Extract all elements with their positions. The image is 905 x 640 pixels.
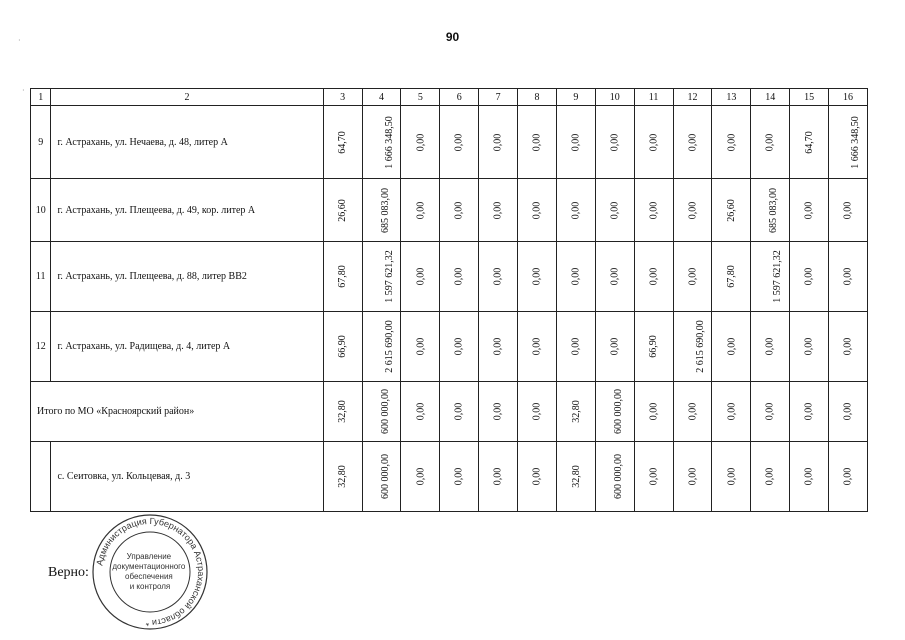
value-cell: 0,00	[595, 242, 634, 312]
value-cell: 1 597 621,32	[362, 242, 401, 312]
value-cell: 0,00	[712, 106, 751, 179]
value-cell: 67,80	[323, 242, 362, 312]
value-cell: 0,00	[440, 106, 479, 179]
value-cell: 1 666 348,50	[829, 106, 868, 179]
address-cell: г. Астрахань, ул. Радищева, д. 4, литер А	[51, 312, 323, 382]
value-cell: 0,00	[556, 242, 595, 312]
table-row	[31, 312, 868, 382]
value-cell: 0,00	[790, 442, 829, 512]
value-cell: 67,80	[712, 242, 751, 312]
value-cell: 32,80	[556, 442, 595, 512]
value-cell: 0,00	[479, 179, 518, 242]
address-cell: с. Сеитовка, ул. Кольцевая, д. 3	[51, 442, 323, 512]
value-cell: 0,00	[479, 382, 518, 442]
value-cell: 32,80	[323, 442, 362, 512]
svg-text:Администрация Губернатора Астр: Администрация Губернатора Астраханской области *	[94, 515, 207, 629]
verno-label: Верно:	[48, 565, 89, 580]
value-cell: 600 000,00	[595, 442, 634, 512]
table-row	[31, 179, 868, 242]
header-cell: 5	[401, 89, 440, 106]
value-cell: 64,70	[790, 106, 829, 179]
value-cell: 0,00	[479, 312, 518, 382]
value-cell: 0,00	[401, 179, 440, 242]
value-cell: 0,00	[479, 242, 518, 312]
header-cell: 8	[518, 89, 557, 106]
seal-stamp	[90, 512, 210, 632]
value-cell: 685 083,00	[751, 179, 790, 242]
value-cell: 0,00	[401, 442, 440, 512]
total-row	[31, 382, 868, 442]
page-number: 90	[445, 30, 460, 44]
header-cell: 1	[31, 89, 51, 106]
value-cell: 0,00	[829, 242, 868, 312]
value-cell: 0,00	[712, 312, 751, 382]
value-cell: 0,00	[518, 382, 557, 442]
total-label: Итого по МО «Красноярский район»	[31, 382, 324, 442]
value-cell: 0,00	[673, 179, 712, 242]
value-cell: 0,00	[829, 312, 868, 382]
value-cell: 26,60	[712, 179, 751, 242]
value-cell: 0,00	[518, 312, 557, 382]
value-cell: 0,00	[595, 312, 634, 382]
header-cell: 13	[712, 89, 751, 106]
header-row	[31, 89, 868, 106]
value-cell: 0,00	[634, 106, 673, 179]
value-cell: 0,00	[673, 242, 712, 312]
value-cell: 685 083,00	[362, 179, 401, 242]
value-cell: 0,00	[440, 242, 479, 312]
value-cell: 0,00	[595, 179, 634, 242]
value-cell: 0,00	[673, 442, 712, 512]
header-cell: 11	[634, 89, 673, 106]
value-cell: 32,80	[323, 382, 362, 442]
header-cell: 9	[556, 89, 595, 106]
value-cell: 0,00	[829, 179, 868, 242]
value-cell: 0,00	[440, 312, 479, 382]
value-cell: 0,00	[790, 312, 829, 382]
value-cell: 0,00	[673, 382, 712, 442]
value-cell: 64,70	[323, 106, 362, 179]
address-cell: г. Астрахань, ул. Плещеева, д. 49, кор. литер А	[51, 179, 323, 242]
value-cell: 0,00	[518, 106, 557, 179]
value-cell: 0,00	[401, 106, 440, 179]
svg-text:Управление документационно: Управление документационного обеспечения и контроля	[112, 552, 186, 591]
row-number: 10	[31, 179, 51, 242]
value-cell: 0,00	[751, 106, 790, 179]
header-cell: 7	[479, 89, 518, 106]
value-cell: 0,00	[595, 106, 634, 179]
value-cell: 0,00	[712, 442, 751, 512]
value-cell: 0,00	[401, 312, 440, 382]
header-cell: 6	[440, 89, 479, 106]
header-cell: 4	[362, 89, 401, 106]
value-cell: 600 000,00	[362, 442, 401, 512]
header-cell: 10	[595, 89, 634, 106]
value-cell: 0,00	[751, 382, 790, 442]
value-cell: 0,00	[790, 382, 829, 442]
value-cell: 0,00	[673, 106, 712, 179]
value-cell: 0,00	[829, 382, 868, 442]
header-cell: 14	[751, 89, 790, 106]
row-number: 12	[31, 312, 51, 382]
value-cell: 1 597 621,32	[751, 242, 790, 312]
value-cell: 0,00	[440, 382, 479, 442]
row-number: 11	[31, 242, 51, 312]
value-cell: 26,60	[323, 179, 362, 242]
value-cell: 0,00	[829, 442, 868, 512]
value-cell: 0,00	[556, 106, 595, 179]
value-cell: 600 000,00	[595, 382, 634, 442]
value-cell: 0,00	[518, 442, 557, 512]
value-cell: 0,00	[634, 382, 673, 442]
value-cell: 0,00	[401, 242, 440, 312]
table-row	[31, 442, 868, 512]
value-cell: 2 615 690,00	[362, 312, 401, 382]
value-cell: 0,00	[440, 179, 479, 242]
value-cell: 0,00	[634, 179, 673, 242]
value-cell: 66,90	[323, 312, 362, 382]
table-row	[31, 106, 868, 179]
data-table	[30, 88, 868, 512]
value-cell: 0,00	[556, 312, 595, 382]
value-cell: 0,00	[790, 242, 829, 312]
value-cell: 0,00	[401, 382, 440, 442]
value-cell: 1 666 348,50	[362, 106, 401, 179]
address-cell: г. Астрахань, ул. Нечаева, д. 48, литер А	[51, 106, 323, 179]
row-number: 9	[31, 106, 51, 179]
value-cell: 0,00	[479, 442, 518, 512]
value-cell: 0,00	[518, 179, 557, 242]
table-row	[31, 242, 868, 312]
value-cell: 600 000,00	[362, 382, 401, 442]
value-cell: 32,80	[556, 382, 595, 442]
value-cell: 0,00	[751, 312, 790, 382]
value-cell: 0,00	[712, 382, 751, 442]
header-cell: 3	[323, 89, 362, 106]
value-cell: 0,00	[440, 442, 479, 512]
header-cell: 12	[673, 89, 712, 106]
header-cell: 16	[829, 89, 868, 106]
value-cell: 2 615 690,00	[673, 312, 712, 382]
value-cell: 0,00	[479, 106, 518, 179]
value-cell: 0,00	[790, 179, 829, 242]
value-cell: 0,00	[518, 242, 557, 312]
value-cell: 0,00	[634, 442, 673, 512]
value-cell: 66,90	[634, 312, 673, 382]
row-number	[31, 442, 51, 512]
header-cell: 2	[51, 89, 323, 106]
value-cell: 0,00	[556, 179, 595, 242]
header-cell: 15	[790, 89, 829, 106]
value-cell: 0,00	[634, 242, 673, 312]
address-cell: г. Астрахань, ул. Плещеева, д. 88, литер ВВ2	[51, 242, 323, 312]
value-cell: 0,00	[751, 442, 790, 512]
